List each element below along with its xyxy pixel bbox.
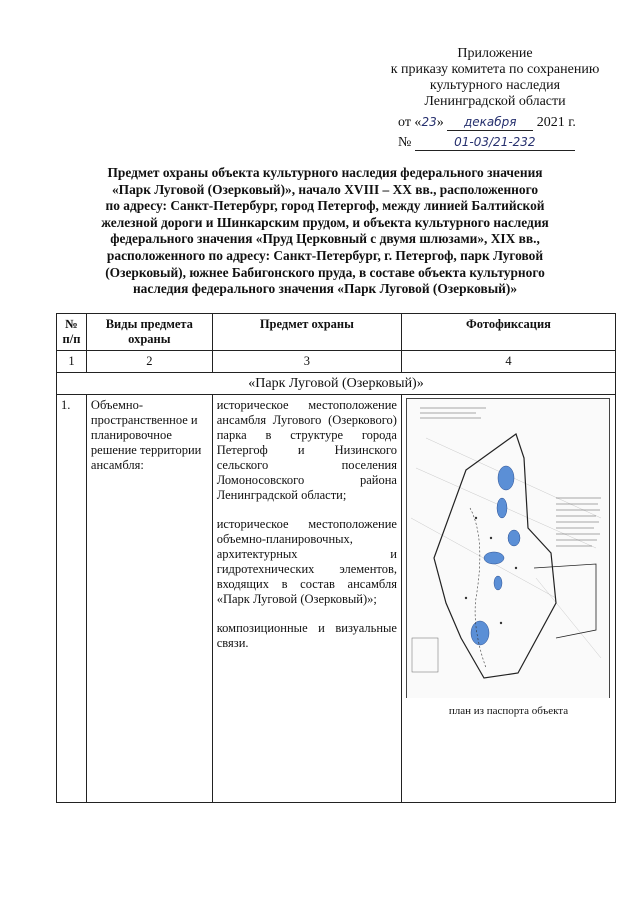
title-line: наследия федерального значения «Парк Луговой (Озерковый)» — [132, 281, 518, 297]
date-day: 23 — [421, 115, 437, 129]
column-number: 3 — [212, 351, 401, 373]
order-number — [398, 134, 575, 151]
section-title: «Парк Луговой (Озерковый)» — [57, 373, 616, 395]
date-year: 2021 г. — [536, 115, 576, 130]
header-photo: Фотофиксация — [401, 314, 615, 351]
protection-table — [56, 313, 616, 803]
column-number: 4 — [401, 351, 615, 373]
appendix-line: Приложение — [457, 46, 533, 61]
subject-item: историческое местоположение ансамбля Лугового (Озеркового) парка в структуре города Петергоф и Низинского сельского поселения Ломоносовского района Ленинградской области; — [216, 398, 397, 502]
row-kind: Объемно-пространственное и планировочное решение территории ансамбля: — [86, 395, 212, 803]
header-number: № п/п — [57, 314, 87, 351]
document-title — [60, 165, 590, 298]
appendix-line: к приказу комитета по сохранению — [390, 62, 600, 77]
title-line: железной дороги и Шинкарским прудом, и объекта культурного наследия — [101, 214, 549, 230]
section-row — [57, 373, 616, 395]
title-line: (Озерковый), южнее Бабигонского пруда, в составе объекта культурного — [105, 264, 545, 280]
column-number: 2 — [86, 351, 212, 373]
title-line: «Парк Луговой (Озерковый)», начало XVIII – XX вв., расположенного — [111, 181, 539, 197]
title-line: Предмет охраны объекта культурного наследия федерального значения — [107, 165, 543, 180]
date-prefix: от « — [398, 115, 422, 130]
table-header-row — [57, 314, 616, 351]
column-number-row — [57, 351, 616, 373]
header-kind: Виды предмета охраны — [86, 314, 212, 351]
appendix-line: Ленинградской области — [424, 94, 566, 109]
title-line: федерального значения «Пруд Церковный с двумя шлюзами», XIX вв., — [110, 231, 540, 247]
title-line: расположенного по адресу: Санкт-Петербург, г. Петергоф, парк Луговой — [106, 247, 544, 263]
number-label: № — [398, 135, 412, 150]
subject-item: историческое местоположение объемно-планировочных, архитектурных и гидротехнических элементов, входящих в состав ансамбля «Парк Луговой (Озерковый)»; — [216, 517, 397, 606]
appendix-block — [360, 46, 630, 110]
title-line: по адресу: Санкт-Петербург, город Петергоф, между линией Балтийской — [105, 198, 545, 214]
table-row — [57, 395, 616, 803]
row-subject — [212, 395, 401, 803]
header-subject: Предмет охраны — [212, 314, 401, 351]
row-photo — [401, 395, 615, 803]
appendix-line: культурного наследия — [429, 78, 561, 93]
subject-item: композиционные и визуальные связи. — [216, 621, 397, 650]
date-mid: » — [436, 115, 444, 130]
photo-caption: план из паспорта объекта — [448, 705, 569, 717]
date-month: декабря — [447, 114, 533, 131]
row-number: 1. — [57, 395, 87, 803]
order-date — [398, 114, 576, 131]
column-number: 1 — [57, 351, 87, 373]
park-plan-map — [406, 398, 610, 698]
number-value: 01-03/21-232 — [415, 134, 575, 151]
